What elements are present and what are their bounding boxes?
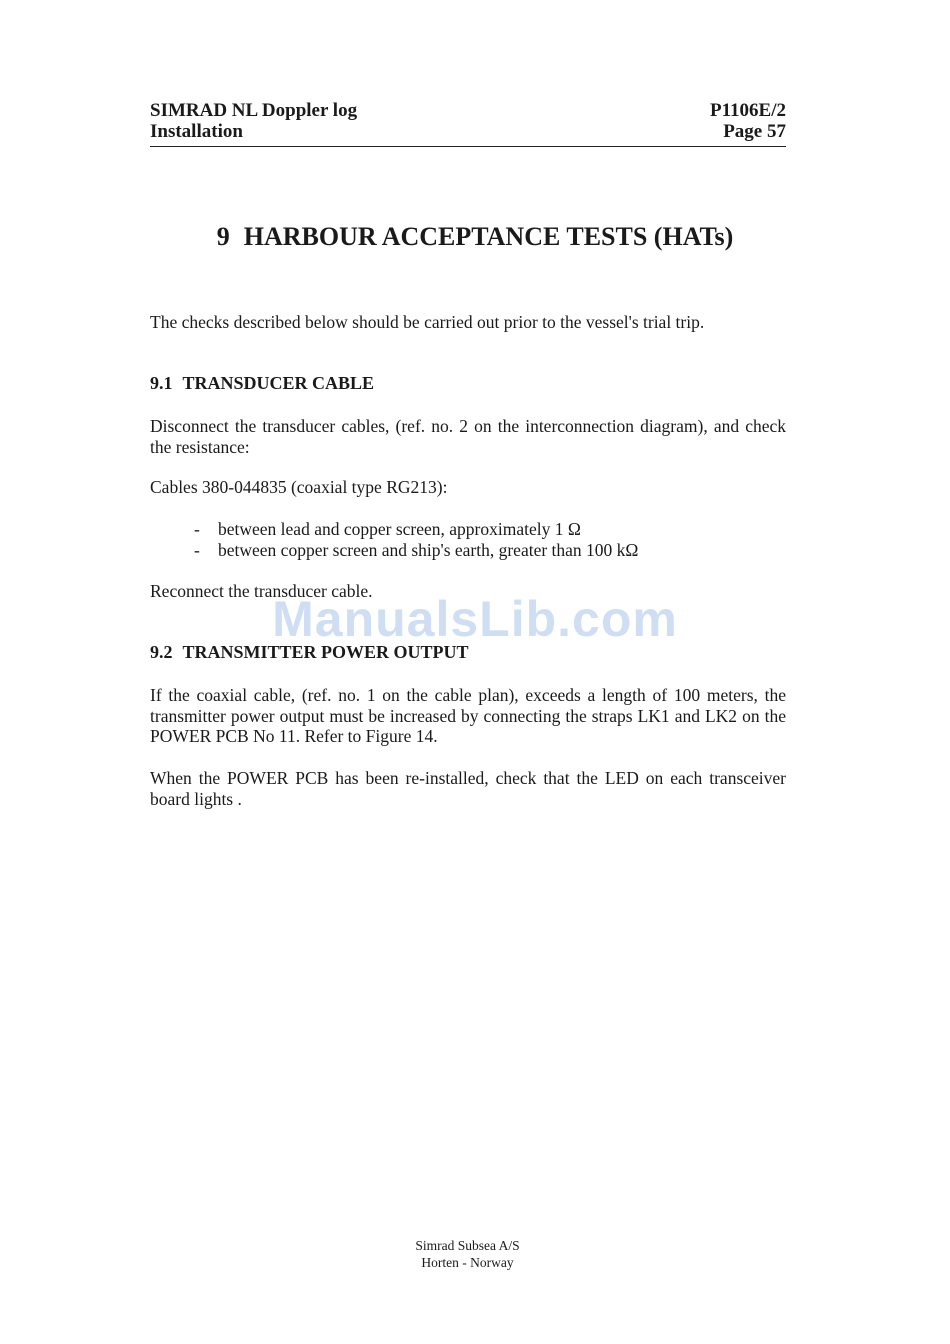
section-1-paragraph-2: Cables 380-044835 (coaxial type RG213): (150, 477, 448, 497)
section-title: TRANSMITTER POWER OUTPUT (182, 642, 469, 662)
section-title: TRANSDUCER CABLE (182, 373, 375, 393)
chapter-title-text: HARBOUR ACCEPTANCE TESTS (HATs) (243, 222, 734, 251)
intro-paragraph: The checks described below should be carried out prior to the vessel's trial trip. (150, 312, 705, 332)
section-heading-9-2 (150, 642, 786, 663)
header-right (710, 100, 786, 142)
chapter-title (0, 222, 950, 252)
section-2-paragraph-1: If the coaxial cable, (ref. no. 1 on the cable plan), exceeds a length of 100 meters, the transmitter power output must be increased by connecting the straps LK1 and LK2 on the POWER PCB No 11. Refer to Figure 14. (150, 685, 786, 747)
doc-number: P1106E/2 (709, 100, 786, 121)
list-item (194, 519, 794, 540)
section-heading-9-1 (150, 373, 786, 394)
header-left (150, 100, 357, 142)
list-item-text: between copper screen and ship's earth, greater than 100 kΩ (218, 539, 639, 560)
section-1-paragraph-1: Disconnect the transducer cables, (ref. no. 2 on the interconnection diagram), and check the resistance: (150, 416, 786, 457)
list-dash: - (194, 519, 200, 539)
list-dash: - (194, 539, 200, 560)
list-item-text: between lead and copper screen, approximately 1 Ω (218, 519, 581, 539)
resistance-list (194, 519, 794, 560)
chapter-number: 9 (216, 222, 230, 251)
footer-company: Simrad Subsea A/S (415, 1238, 520, 1253)
watermark: ManualsLib.com (272, 591, 678, 647)
section-number: 9.1 (150, 373, 173, 393)
page-number: Page 57 (723, 121, 786, 142)
section-name: Installation (150, 121, 243, 142)
section-1-paragraph-3: Reconnect the transducer cable. (150, 581, 373, 601)
page-footer (0, 1237, 935, 1271)
list-item (194, 540, 794, 561)
section-2-paragraph-2: When the POWER PCB has been re-installed, check that the LED on each transceiver board lights . (150, 768, 786, 809)
section-number: 9.2 (150, 642, 173, 662)
doc-title: SIMRAD NL Doppler log (150, 100, 358, 121)
page-header (150, 100, 786, 147)
footer-location: Horten - Norway (421, 1255, 514, 1270)
